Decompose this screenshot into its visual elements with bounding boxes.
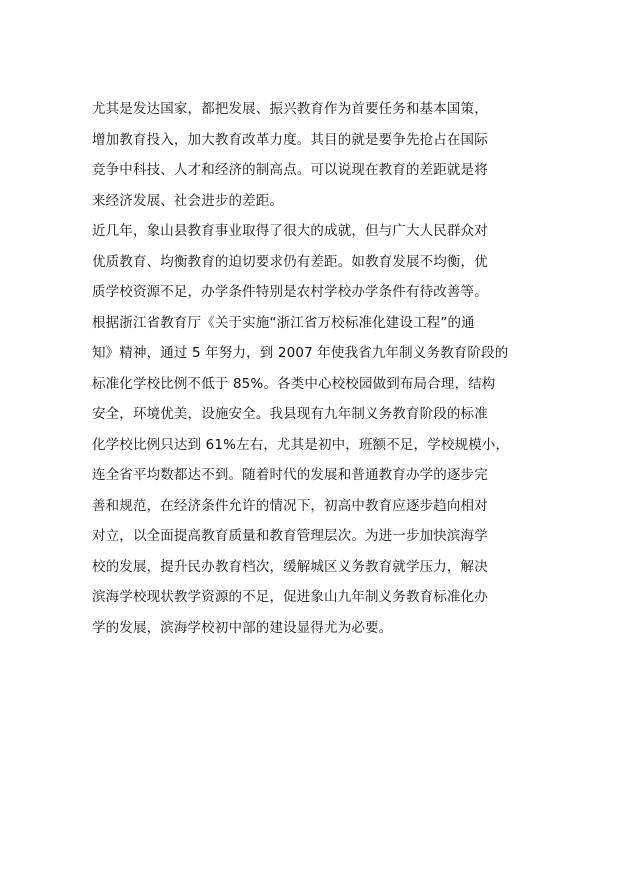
text-line: 校的发展，提升民办教育档次，缓解城区义务教育就学压力，解决 (92, 558, 488, 575)
text-line: 根据浙江省教育厅《关于实施“浙江省万校标准化建设工程”的通 (92, 314, 475, 331)
text-line: 来经济发展、社会进步的差距。 (92, 192, 284, 209)
text-line: 安全，环境优美，设施安全。我县现有九年制义务教育阶段的标准 (92, 406, 488, 422)
text-line: 质学校资源不足，办学条件特别是农村学校办学条件有待改善等。 (92, 284, 488, 300)
text-line: 尤其是发达国家，都把发展、振兴教育作为首要任务和基本国策， (92, 101, 488, 117)
text-line: 知》精神，通过 5 年努力，到 2007 年使我省九年制义务教育阶段的 (92, 345, 509, 361)
text-line: 连全省平均数都达不到。随着时代的发展和普通教育办学的逐步完 (92, 467, 488, 483)
body-text (92, 94, 532, 643)
text-line: 增加教育投入，加大教育改革力度。其目的就是要争先抢占在国际 (92, 131, 488, 148)
text-line: 化学校比例只达到 61%左右，尤其是初中，班额不足，学校规模小， (92, 436, 510, 453)
text-line: 学的发展，滨海学校初中部的建设显得尤为必要。 (92, 619, 393, 636)
text-line: 对立，以全面提高教育质量和教育管理层次。为进一步加快滨海学 (92, 528, 488, 544)
text-line: 竞争中科技、人才和经济的制高点。可以说现在教育的差距就是将 (92, 162, 488, 178)
text-line: 善和规范，在经济条件允许的情况下，初高中教育应逐步趋向相对 (92, 497, 488, 514)
text-line: 标准化学校比例不低于 85%。各类中心校校园做到布局合理，结构 (92, 375, 496, 392)
text-line: 优质教育、均衡教育的迫切要求仍有差距。如教育发展不均衡，优 (92, 253, 488, 270)
text-line: 滨海学校现状教学资源的不足，促进象山九年制义务教育标准化办 (92, 589, 488, 605)
text-line: 近几年，象山县教育事业取得了很大的成就，但与广大人民群众对 (92, 223, 488, 239)
